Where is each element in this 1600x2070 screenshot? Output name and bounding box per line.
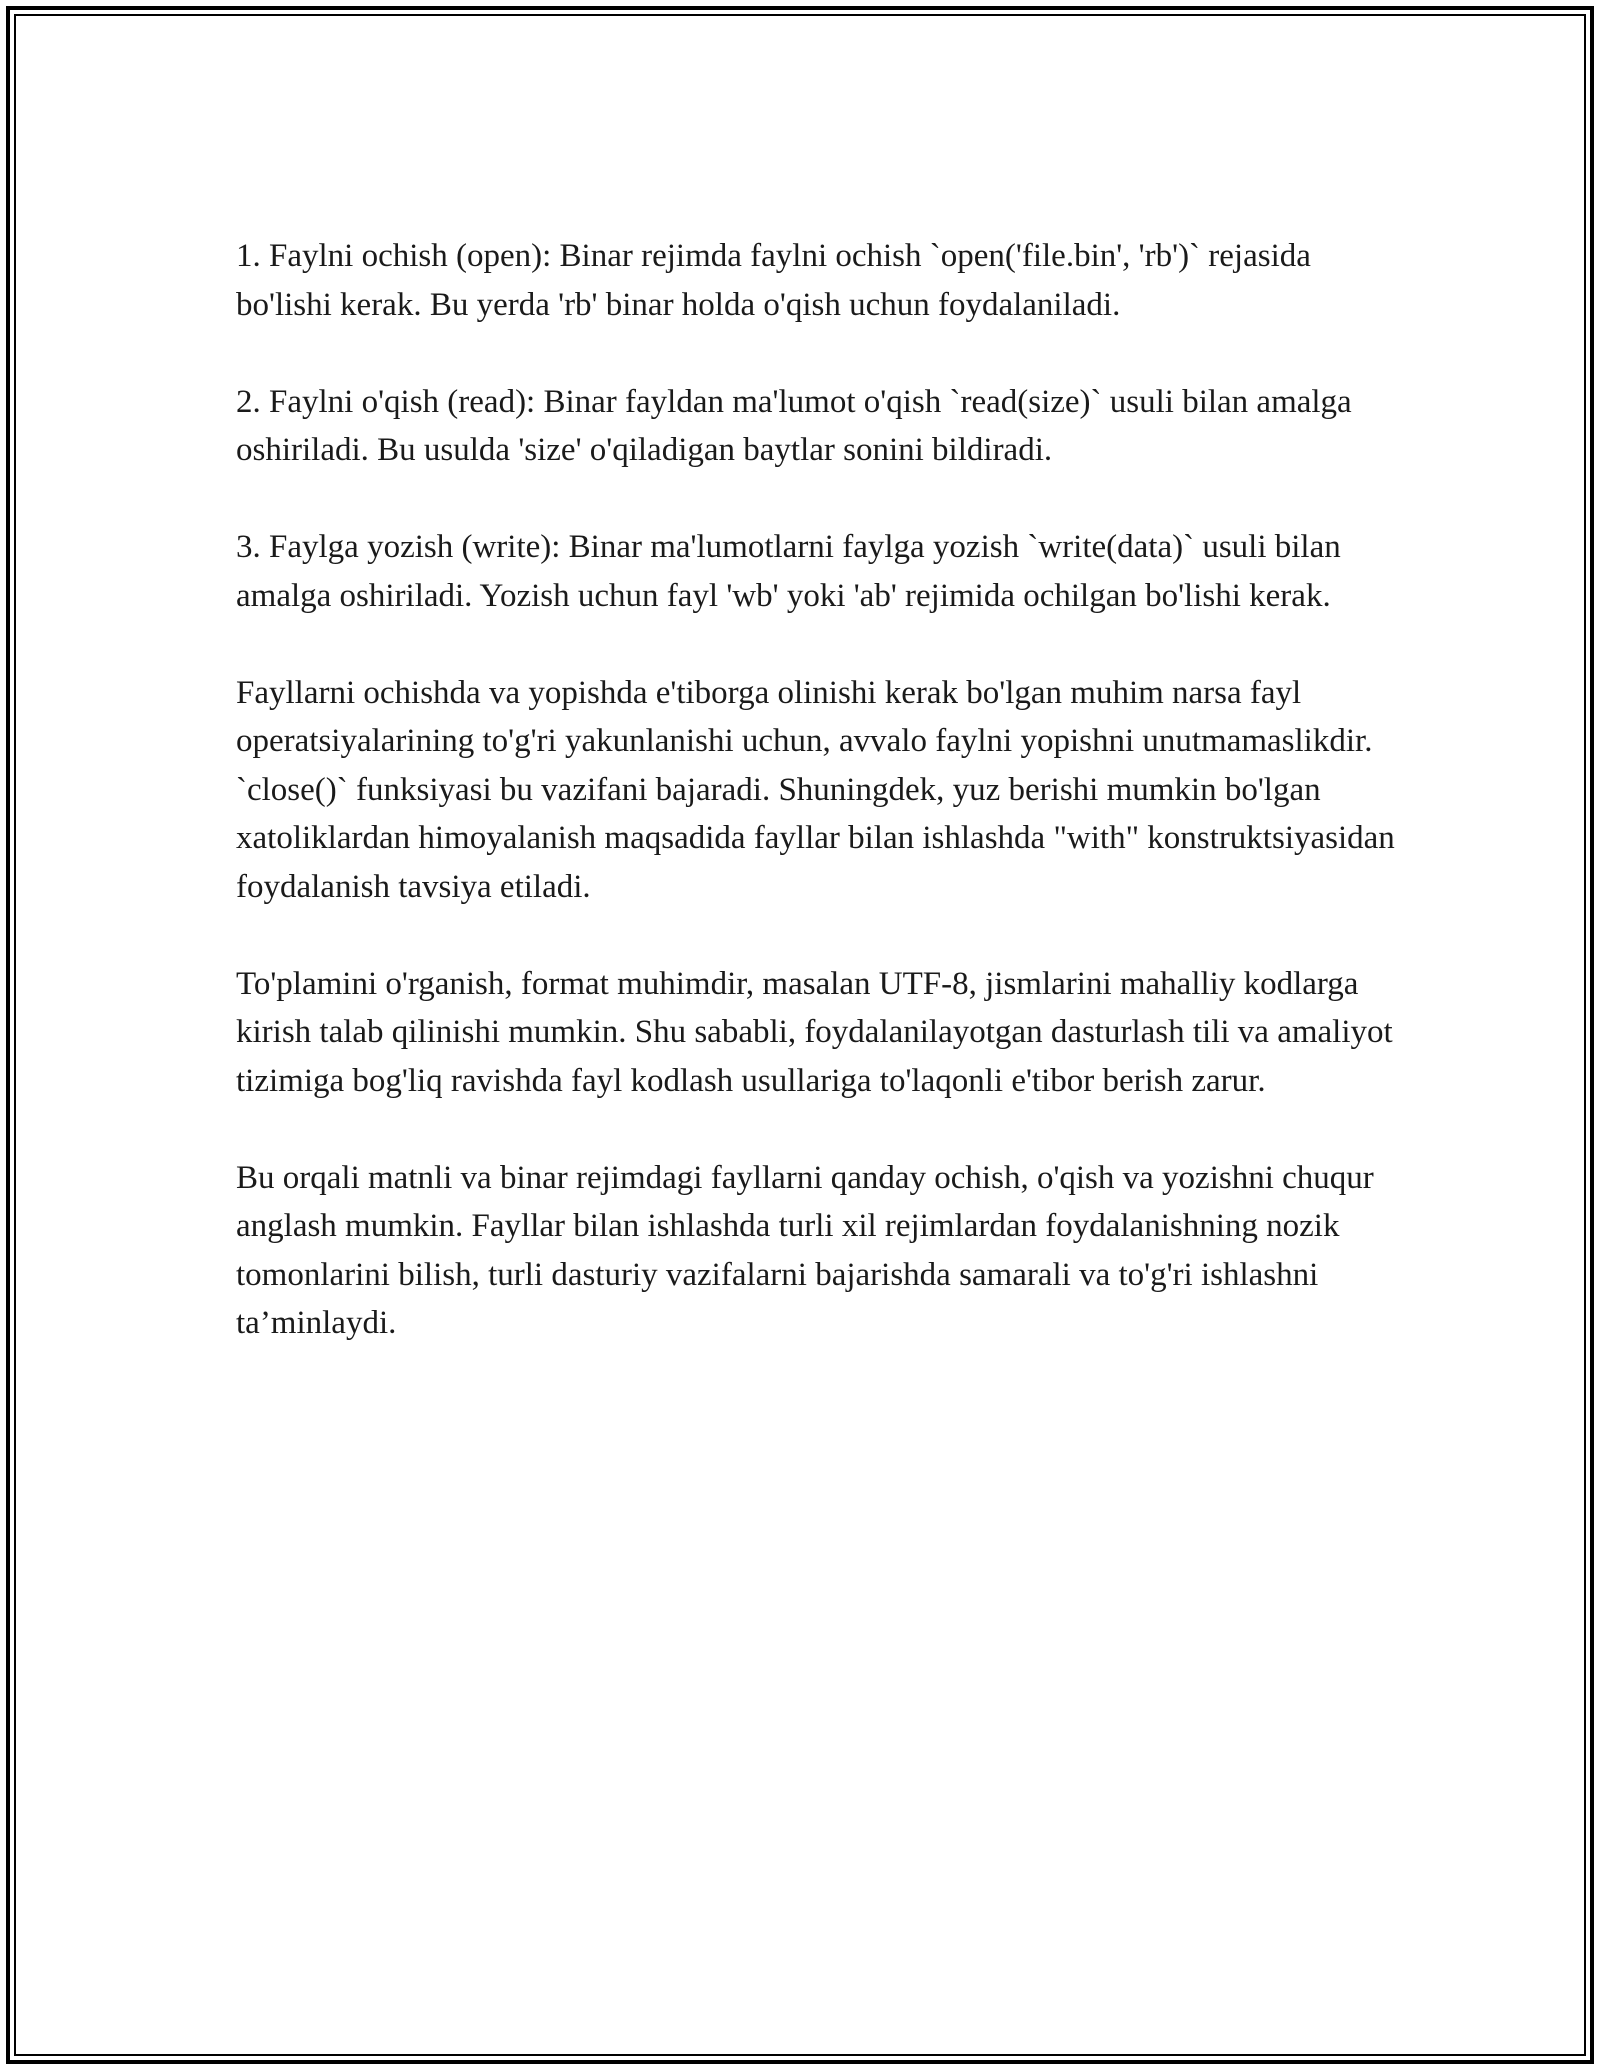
paragraph-closing-files: Fayllarni ochishda va yopishda e'tiborga olinishi kerak bo'lgan muhim narsa fayl operatsiyalarining to'g'ri yakunlanishi uchun, avvalo faylni yopishni unutmamaslikdir. `close()` funksiyasi bu vazifani bajaradi. Shuningdek, yuz berishi mumkin bo'lgan xatoliklardan himoyalanish maqsadida fayllar bilan ishlashda "with" konstruktsiyasidan foydalanish tavsiya etiladi.	[236, 674, 1395, 905]
paragraph-read: 2. Faylni o'qish (read): Binar fayldan ma'lumot o'qish `read(size)` usuli bilan amalga oshiriladi. Bu usulda 'size' o'qiladigan baytlar sonini bildiradi.	[236, 383, 1352, 468]
paragraph-write: 3. Faylga yozish (write): Binar ma'lumotlarni faylga yozish `write(data)` usuli bilan amalga oshiriladi. Yozish uchun fayl 'wb' yoki 'ab' rejimida ochilgan bo'lishi kerak.	[236, 529, 1341, 614]
document-body	[236, 232, 1396, 1396]
paragraph-open: 1. Faylni ochish (open): Binar rejimda faylni ochish `open('file.bin', 'rb')` rejasida bo'lishi kerak. Bu yerda 'rb' binar holda o'qish uchun foydalaniladi.	[236, 238, 1311, 323]
paragraph-encoding: To'plamini o'rganish, format muhimdir, masalan UTF-8, jismlarini mahalliy kodlarga kirish talab qilinishi mumkin. Shu sababli, foydalanilayotgan dasturlash tili va amaliyot tizimiga bog'liq ravishda fayl kodlash usullariga to'laqonli e'tibor berish zarur.	[236, 965, 1393, 1099]
paragraph-summary: Bu orqali matnli va binar rejimdagi fayllarni qanday ochish, o'qish va yozishni chuqur anglash mumkin. Fayllar bilan ishlashda turli xil rejimlardan foydalanishning nozik tomonlarini bilish, turli dasturiy vazifalarni bajarishda samarali va to'g'ri ishlashni ta’minlaydi.	[236, 1159, 1374, 1341]
